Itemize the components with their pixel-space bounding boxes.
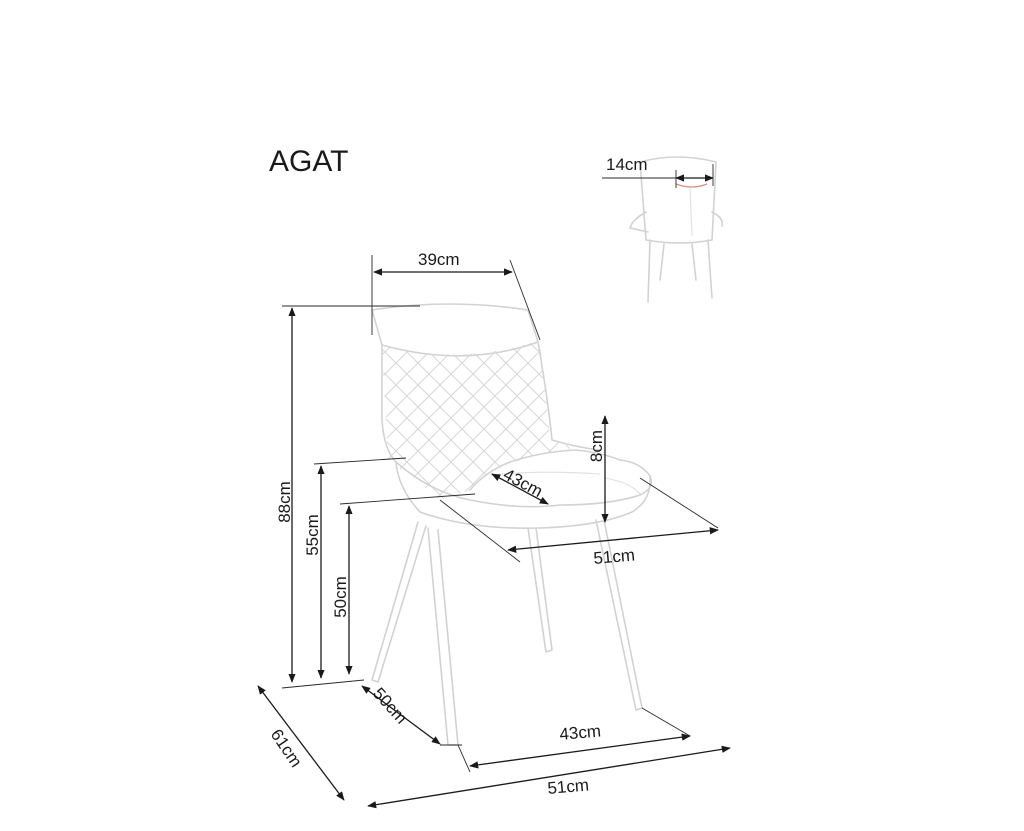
label-total-depth: 61cm (266, 725, 306, 771)
dimension-total-width (368, 745, 730, 806)
label-seat-width: 51cm (592, 545, 636, 568)
dimension-seat-depth (492, 465, 548, 504)
label-total-width: 51cm (546, 775, 590, 798)
dimension-leg-width-span (470, 708, 690, 766)
dimension-armrest-height (303, 458, 406, 678)
label-back-detail-width: 14cm (606, 155, 648, 174)
dimension-seat-width (440, 478, 718, 568)
dimension-total-depth (258, 686, 344, 800)
label-seat-depth: 43cm (500, 464, 546, 502)
label-leg-width-span: 43cm (558, 721, 602, 744)
chair-illustration (372, 304, 651, 745)
product-title: AGAT (269, 145, 349, 178)
label-backrest-width: 39cm (418, 250, 460, 269)
label-armrest-above-seat: 8cm (587, 429, 606, 463)
dimension-armrest-above-seat (587, 416, 606, 522)
label-total-height: 88cm (275, 481, 294, 523)
dimension-back-detail-width (602, 155, 713, 188)
dimension-backrest-width (372, 250, 540, 340)
label-leg-depth-span: 50cm (369, 683, 411, 728)
label-armrest-height: 55cm (303, 514, 322, 556)
label-seat-height: 50cm (331, 576, 350, 618)
